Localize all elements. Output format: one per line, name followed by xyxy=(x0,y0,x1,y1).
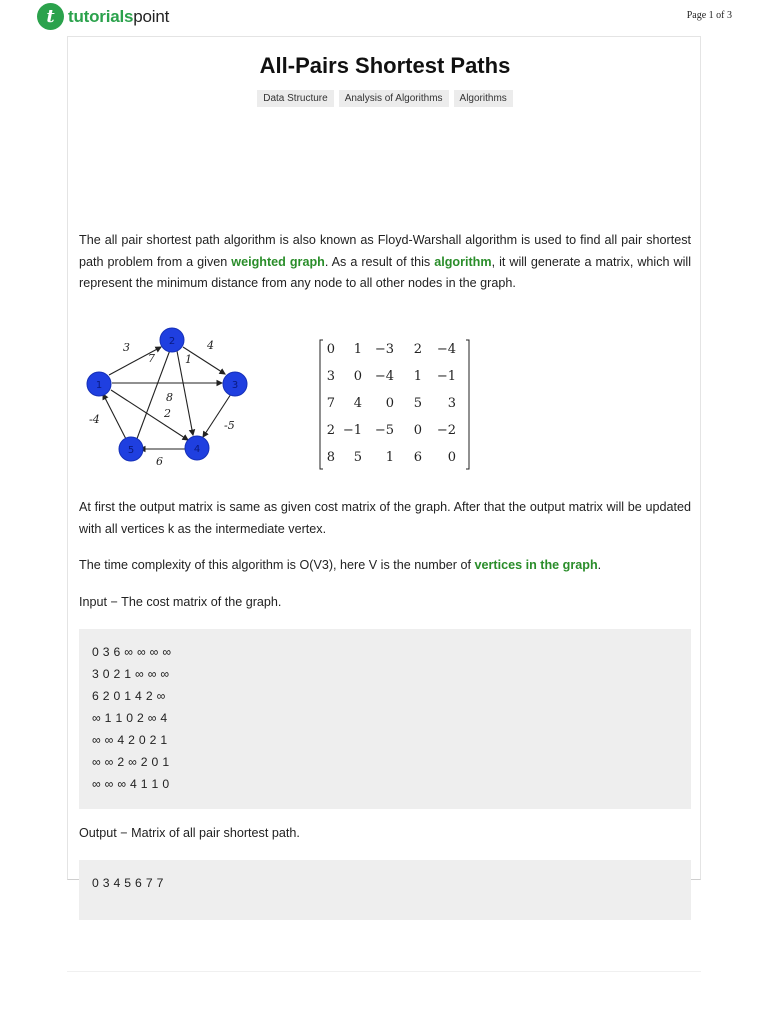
matrix-cell: 4 xyxy=(353,396,362,411)
output-code-block xyxy=(79,860,691,920)
tag-list xyxy=(68,90,702,107)
input-matrix-row: 3 0 2 1 ∞ ∞ ∞ xyxy=(92,667,170,681)
matrix-cell: 2 xyxy=(326,423,335,438)
matrix-cell: 8 xyxy=(326,450,335,465)
output-matrix-row: 0 3 4 5 6 7 7 xyxy=(92,876,164,890)
matrix-cell: −4 xyxy=(374,369,394,384)
edge-weight-3: 3 xyxy=(123,341,130,354)
tag-algorithms[interactable]: Algorithms xyxy=(454,90,513,107)
input-matrix-row: ∞ ∞ 2 ∞ 2 0 1 xyxy=(92,755,170,769)
matrix-cell: 0 xyxy=(447,450,456,465)
matrix-cell: 5 xyxy=(413,396,422,411)
matrix-cell: 1 xyxy=(353,342,362,357)
intro-paragraph: The all pair shortest path algorithm is also known as Floyd-Warshall algorithm is used to find all pair shortest path problem from a given weighted graph. As a result of this algorithm, it will generate a matrix, which will represent the minimum distance from any node to all other nodes in the graph. xyxy=(79,233,691,290)
input-matrix-row: 6 2 0 1 4 2 ∞ xyxy=(92,689,166,703)
logo-text: tutorialspoint xyxy=(68,6,170,26)
matrix-cell: −2 xyxy=(436,423,456,438)
matrix-cell: −5 xyxy=(374,423,394,438)
edge-weight-neg5: -5 xyxy=(224,419,235,432)
input-code-block xyxy=(79,629,691,809)
matrix-cell: 1 xyxy=(413,369,422,384)
matrix-cell: 6 xyxy=(413,450,422,465)
page-title: All-Pairs Shortest Paths xyxy=(259,53,511,78)
article-card xyxy=(67,36,701,890)
tutorialspoint-logo[interactable] xyxy=(37,3,169,30)
edge-weight-4: 4 xyxy=(207,339,214,352)
algorithm-link[interactable]: algorithm xyxy=(434,254,492,269)
svg-text:3: 3 xyxy=(231,380,239,391)
input-matrix-row: 0 3 6 ∞ ∞ ∞ ∞ xyxy=(92,645,172,659)
tag-analysis-of-algorithms[interactable]: Analysis of Algorithms xyxy=(339,90,449,107)
top-bar xyxy=(0,0,768,34)
matrix-cell: 0 xyxy=(353,369,362,384)
edge-weight-8: 8 xyxy=(166,391,173,404)
svg-text:4: 4 xyxy=(193,444,201,455)
edge-weight-neg4: -4 xyxy=(89,413,100,426)
edge-weight-1: 1 xyxy=(185,353,192,366)
page-footer-divider xyxy=(67,971,701,972)
matrix-cell: −4 xyxy=(436,342,456,357)
matrix-cell: 2 xyxy=(413,342,422,357)
vertices-in-the-graph-link[interactable]: vertices in the graph xyxy=(474,558,598,572)
matrix-cell: 5 xyxy=(353,450,362,465)
matrix-cell: 7 xyxy=(326,396,335,411)
matrix-cell: 3 xyxy=(447,396,456,411)
svg-text:1: 1 xyxy=(95,380,103,391)
output-label: Output − Matrix of all pair shortest path. xyxy=(79,826,300,840)
matrix-cell: 0 xyxy=(326,342,335,357)
svg-text:5: 5 xyxy=(127,445,135,456)
tag-data-structure[interactable]: Data Structure xyxy=(257,90,333,107)
matrix-cell: 1 xyxy=(385,450,394,465)
logo-icon: t xyxy=(37,3,64,30)
weighted-graph-figure xyxy=(77,322,252,467)
matrix-cell: −1 xyxy=(342,423,362,438)
complexity-paragraph: The time complexity of this algorithm is O(V3), here V is the number of vertices in the graph. xyxy=(79,558,602,572)
edge-weight-6: 6 xyxy=(156,455,163,468)
input-matrix-row: ∞ ∞ ∞ 4 1 1 0 xyxy=(92,777,170,791)
matrix-cell: −3 xyxy=(374,342,394,357)
input-matrix-row: ∞ 1 1 0 2 ∞ 4 xyxy=(92,711,168,725)
matrix-cell: 0 xyxy=(385,396,394,411)
input-label: Input − The cost matrix of the graph. xyxy=(79,595,282,609)
svg-text:2: 2 xyxy=(168,336,176,347)
input-matrix-row: ∞ ∞ 4 2 0 2 1 xyxy=(92,733,168,747)
weighted-graph-link[interactable]: weighted graph xyxy=(231,254,325,269)
matrix-cell: −1 xyxy=(436,369,456,384)
output-matrix-paragraph: At first the output matrix is same as given cost matrix of the graph. After that the output matrix will be updated with all vertices k as the intermediate vertex. xyxy=(79,500,691,536)
distance-matrix-figure xyxy=(316,337,476,472)
page-number: Page 1 of 3 xyxy=(686,10,732,21)
matrix-cell: 3 xyxy=(326,369,335,384)
matrix-cell: 0 xyxy=(413,423,422,438)
edge-weight-2: 2 xyxy=(164,407,171,420)
edge-weight-7: 7 xyxy=(148,352,155,365)
